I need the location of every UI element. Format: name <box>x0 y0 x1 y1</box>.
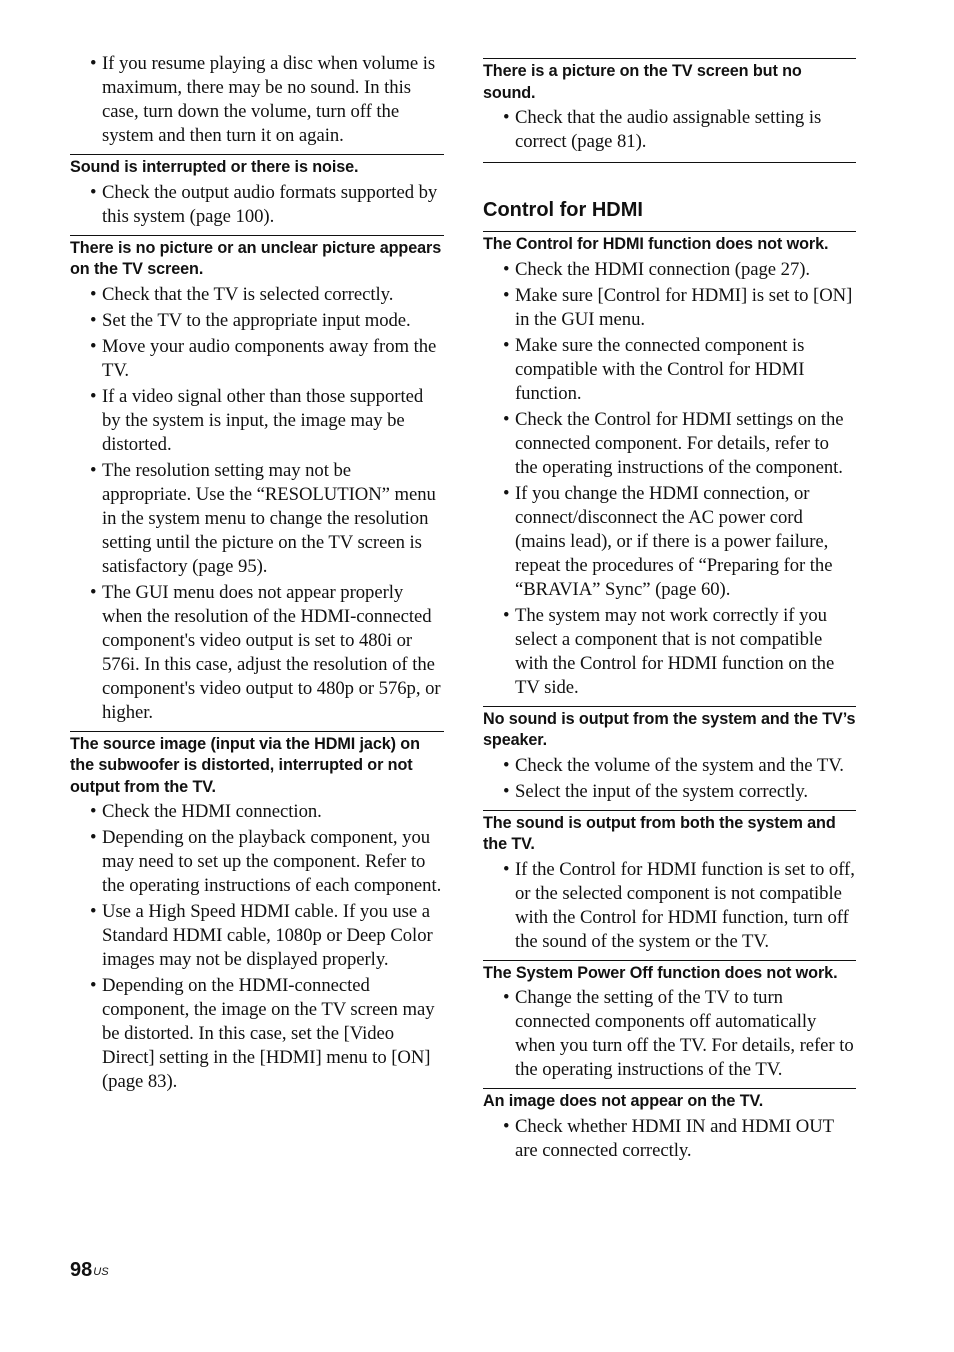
section-title: No sound is output from the system and the TV’s speaker. <box>483 709 856 749</box>
section-title: The sound is output from both the system and the TV. <box>483 813 836 853</box>
section-title: The source image (input via the HDMI jack) on the subwoofer is distorted, interrupted or not output from the TV. <box>70 734 420 796</box>
troubleshoot-section <box>483 231 856 700</box>
section-title: The System Power Off function does not work. <box>483 963 838 982</box>
page-number-value: 98 <box>70 1259 93 1281</box>
list-item: • If the Control for HDMI function is set to off, or the selected component is not compatible with the Control for HDMI function, turn off the sound of the system or the TV. <box>483 858 856 954</box>
troubleshoot-section <box>483 960 856 1083</box>
list-item: • If a video signal other than those supported by the system is input, the image may be distorted. <box>70 385 444 457</box>
section-title: An image does not appear on the TV. <box>483 1092 764 1110</box>
list-item: • Move your audio components away from the TV. <box>70 335 444 383</box>
troubleshoot-section <box>70 235 444 725</box>
troubleshoot-section <box>483 1088 856 1163</box>
section-title: There is no picture or an unclear picture appears on the TV screen. <box>70 238 442 278</box>
list-item: • If you resume playing a disc when volume is maximum, there may be no sound. In this case, turn down the volume, turn off the system and then turn it on again. <box>70 52 444 148</box>
section-title: There is a picture on the TV screen but no sound. <box>483 62 802 102</box>
region-code: US <box>93 1266 109 1278</box>
list-item: • The GUI menu does not appear properly when the resolution of the HDMI-connected component's video output is set to 480i or 576i. In this case, adjust the resolution of the component's video output to 480p or 576p, or higher. <box>70 581 444 725</box>
list-item: • Depending on the HDMI-connected component, the image on the TV screen may be distorted. In this case, set the [Video Direct] setting in the [HDMI] menu to [ON] (page 83). <box>70 974 444 1094</box>
list-item: • Depending on the playback component, you may need to set up the component. Refer to the operating instructions of each component. <box>70 826 444 898</box>
list-item: • Use a High Speed HDMI cable. If you use a Standard HDMI cable, 1080p or Deep Color images may not be displayed properly. <box>70 900 444 972</box>
list-item: • Change the setting of the TV to turn connected components off automatically when you turn off the TV. For details, refer to the operating instructions of the TV. <box>483 986 856 1082</box>
page-number <box>70 1258 109 1282</box>
section-list <box>483 106 856 154</box>
section-list <box>483 986 856 1082</box>
list-item: • Check whether HDMI IN and HDMI OUT are connected correctly. <box>483 1115 856 1163</box>
list-item: • Check the HDMI connection (page 27). <box>483 258 856 282</box>
list-item: • The resolution setting may not be appropriate. Use the “RESOLUTION” menu in the system menu to change the resolution setting until the picture on the TV screen is satisfactory (page 95). <box>70 459 444 579</box>
list-item: • The system may not work correctly if you select a component that is not compatible with the Control for HDMI function on the TV side. <box>483 604 856 700</box>
right-column <box>483 50 856 1169</box>
section-list <box>70 181 444 229</box>
list-item: • Check the Control for HDMI settings on the connected component. For details, refer to the operating instructions of the component. <box>483 408 856 480</box>
section-heading: Control for HDMI <box>483 199 643 221</box>
list-item: • Check that the audio assignable setting is correct (page 81). <box>483 106 856 154</box>
section-list <box>70 800 444 1094</box>
troubleshoot-section <box>70 154 444 229</box>
section-list <box>483 754 856 804</box>
troubleshoot-section <box>70 731 444 1095</box>
list-item: • Check that the TV is selected correctly. <box>70 283 444 307</box>
list-item: • If you change the HDMI connection, or connect/disconnect the AC power cord (mains lead), or if there is a power failure, repeat the procedures of “Preparing for the “BRAVIA” Sync” (page 60). <box>483 482 856 602</box>
troubleshoot-section <box>483 58 856 163</box>
intro-list <box>70 52 444 148</box>
section-list <box>70 283 444 725</box>
list-item: • Make sure [Control for HDMI] is set to [ON] in the GUI menu. <box>483 284 856 332</box>
list-item: • Select the input of the system correctly. <box>483 780 856 804</box>
section-list <box>483 858 856 954</box>
section-list <box>483 1115 856 1163</box>
section-title: The Control for HDMI function does not work. <box>483 235 829 253</box>
list-item: • Check the HDMI connection. <box>70 800 444 824</box>
section-title: Sound is interrupted or there is noise. <box>70 158 359 176</box>
left-column <box>70 50 444 1100</box>
troubleshoot-section <box>483 810 856 954</box>
list-item: • Set the TV to the appropriate input mode. <box>70 309 444 333</box>
list-item: • Make sure the connected component is compatible with the Control for HDMI function. <box>483 334 856 406</box>
section-list <box>483 258 856 700</box>
list-item: • Check the output audio formats supported by this system (page 100). <box>70 181 444 229</box>
list-item: • Check the volume of the system and the TV. <box>483 754 856 778</box>
troubleshoot-section <box>483 706 856 804</box>
